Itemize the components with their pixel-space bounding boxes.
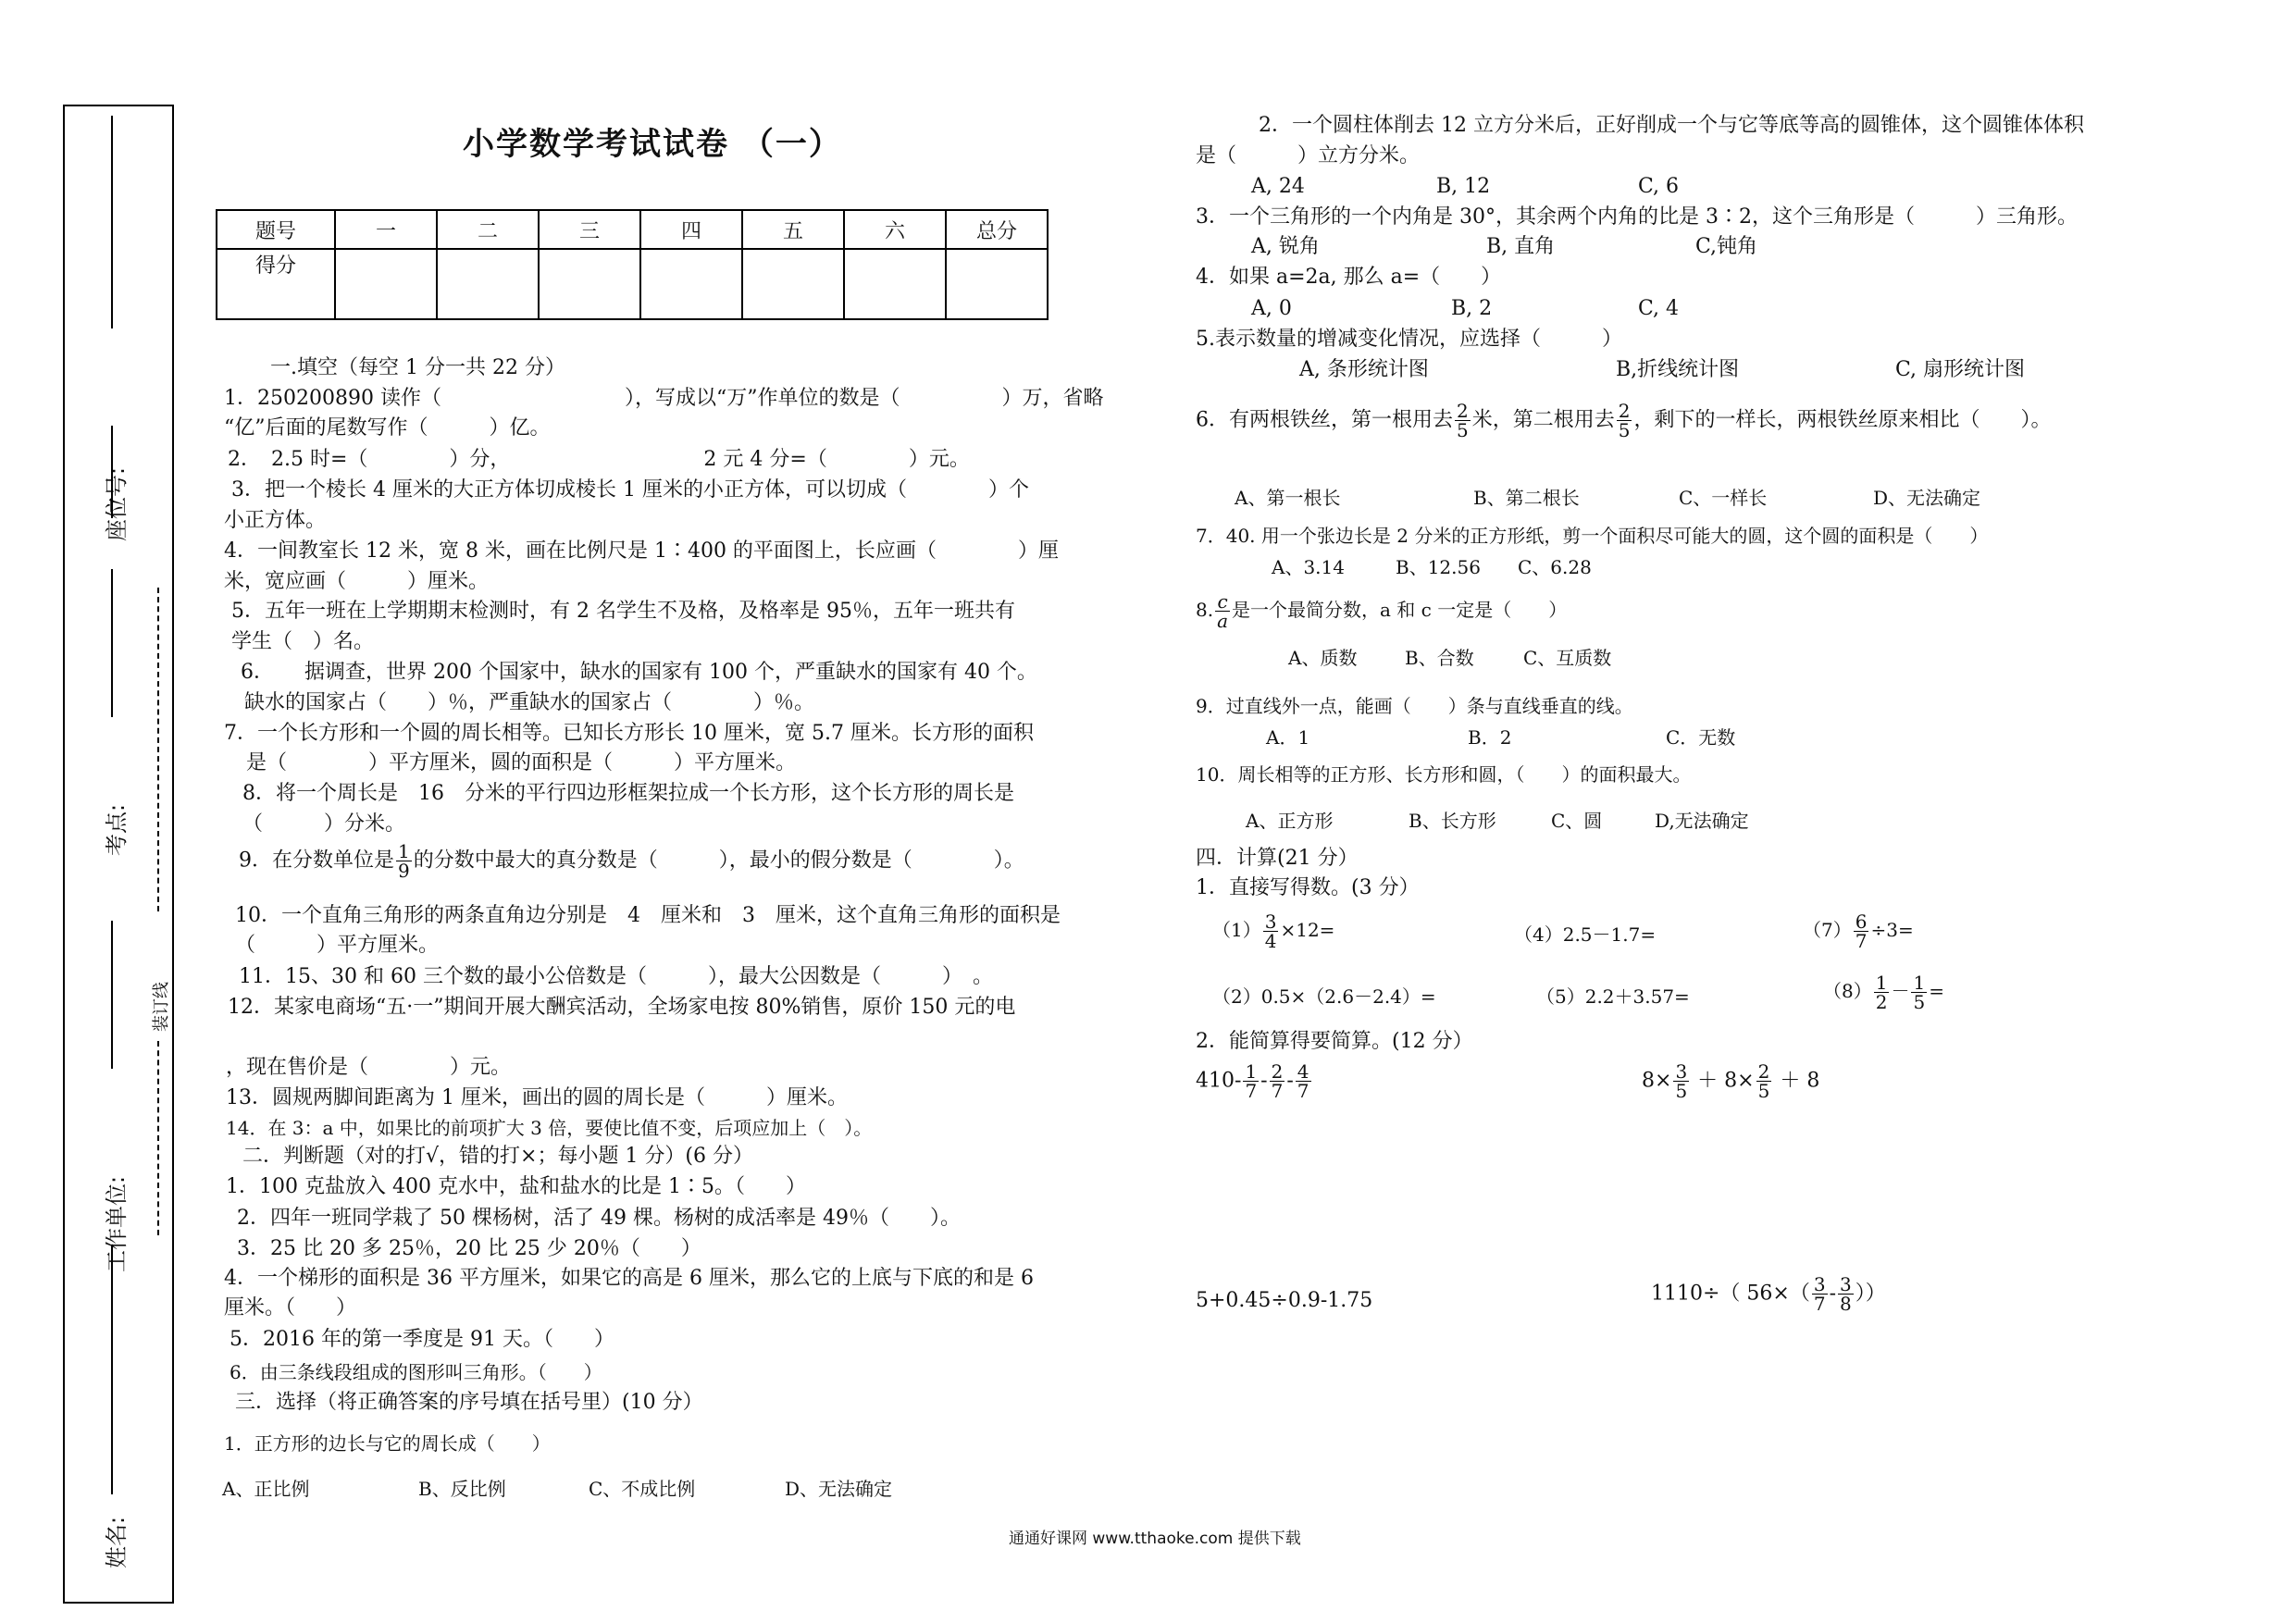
option: D、无法确定 (785, 1478, 893, 1500)
option: B、长方形 (1409, 810, 1496, 832)
question-line: 6． 据调查，世界 200 个国家中，缺水的国家有 100 个，严重缺水的国家有 40 个。 (241, 661, 1037, 684)
fraction-denominator: 7 (1855, 930, 1868, 952)
section3-heading: 三．选择（将正确答案的序号填在括号里）(10 分） (235, 1391, 703, 1414)
question-6 (1196, 402, 2052, 440)
fraction-numerator: 3 (1264, 911, 1277, 933)
option: C、圆 (1551, 810, 1603, 832)
question-line: 3．25 比 20 多 25％，20 比 25 少 20％（ ） (237, 1237, 701, 1260)
score-table-header-row (217, 210, 1048, 249)
seal-label: 装订线 (152, 982, 171, 1032)
score-header-cell: 题号 (217, 210, 335, 249)
option: D、无法确定 (1873, 487, 1981, 509)
calc-4: （4）2.5－1.7= (1514, 923, 1657, 946)
question-line: 厘米。（ ） (224, 1296, 357, 1319)
question-9 (239, 842, 1024, 880)
fraction-numerator: 2 (1457, 400, 1469, 422)
option: B, 直角 (1486, 235, 1556, 258)
seal-dash-top (157, 588, 159, 911)
expr-operator: - (1286, 1069, 1294, 1093)
calc-operator: － (1891, 980, 1910, 1002)
fraction-numerator: 1 (1875, 972, 1888, 994)
fraction-numerator: 6 (1855, 911, 1868, 933)
score-header-cell: 总分 (946, 210, 1048, 249)
calc-fraction (1263, 912, 1279, 950)
question-line: “亿”后面的尾数写作（ ）亿。 (224, 416, 551, 440)
score-cell[interactable] (742, 249, 844, 319)
fraction-numerator: 2 (1271, 1060, 1284, 1083)
expr-text: 410- (1196, 1069, 1242, 1093)
exam-line (111, 569, 113, 717)
expr-text: ＋ 8× (1697, 1069, 1755, 1093)
fraction-denominator: 7 (1245, 1080, 1258, 1102)
question-line: 5．五年一班在上学期期末检测时，有 2 名学生不及格，及格率是 95％，五年一班共有 (231, 600, 1015, 623)
section1-heading: 一.填空（每空 1 分一共 22 分） (270, 356, 565, 379)
question-line: 学生（ ）名。 (231, 630, 375, 653)
q8-text-pre: 8. (1196, 599, 1214, 621)
calc-text: = (1929, 980, 1944, 1002)
question-8 (1196, 592, 1567, 630)
question-line: 是（ ）平方厘米，圆的面积是（ ）平方厘米。 (246, 751, 797, 774)
option: A、质数 (1288, 647, 1358, 669)
option: A、正比例 (222, 1478, 310, 1500)
q6-fraction-1 (1455, 402, 1471, 440)
question-line: 7．一个长方形和一个圆的周长相等。已知长方形长 10 厘米，宽 5.7 厘米。长方形的面积 (224, 722, 1034, 745)
expr-fraction (1270, 1062, 1285, 1100)
option: C、6.28 (1518, 556, 1592, 578)
binding-strip (63, 105, 174, 1604)
section4-sub2: 2．能简算得要简算。(12 分） (1196, 1030, 1473, 1053)
score-cell[interactable] (437, 249, 539, 319)
calc-label: （8） (1823, 980, 1872, 1002)
fraction-numerator: 1 (398, 840, 410, 862)
seal-dash-bottom (157, 1041, 159, 1235)
calc-1 (1212, 912, 1334, 950)
seat-label: 座位号: (104, 466, 130, 541)
expr-fraction (1812, 1275, 1828, 1313)
option: B、合数 (1405, 647, 1474, 669)
name-label: 姓名: (104, 1516, 130, 1568)
question-line: 11．15、30 和 60 三个数的最小公倍数是（ ），最大公因数是（ ） 。 (239, 965, 993, 988)
fraction-denominator: 5 (1913, 991, 1926, 1013)
score-header-cell: 三 (539, 210, 640, 249)
fraction-numerator: 1 (1913, 972, 1926, 994)
fraction-numerator: 3 (1840, 1273, 1852, 1295)
question-line: 10．周长相等的正方形、长方形和圆，（ ）的面积最大。 (1196, 763, 1692, 786)
option: C、一样长 (1679, 487, 1768, 509)
q8-fraction (1215, 592, 1230, 630)
calc-2: （2）0.5×（2.6－2.4）= (1212, 985, 1436, 1008)
q9-fraction (396, 842, 412, 880)
fraction-denominator: 5 (1457, 419, 1469, 441)
question-line: 9．过直线外一点，能画（ ）条与直线垂直的线。 (1196, 695, 1633, 717)
option: B、第二根长 (1473, 487, 1580, 509)
option: A, 条形统计图 (1299, 358, 1429, 381)
fraction-denominator: 9 (398, 860, 410, 882)
question-line: 4．如果 a=2a, 那么 a=（ ） (1196, 266, 1502, 289)
fraction-denominator: 4 (1264, 930, 1277, 952)
score-header-cell: 一 (335, 210, 437, 249)
fraction-numerator: 2 (1618, 400, 1631, 422)
question-line: 小正方体。 (224, 509, 327, 532)
question-line: 3．把一个棱长 4 厘米的大正方体切成棱长 1 厘米的小正方体，可以切成（ ）个 (231, 478, 1029, 502)
expression-2 (1642, 1062, 1819, 1100)
question-line: （ ）平方厘米。 (235, 934, 440, 957)
fraction-numerator: 4 (1297, 1060, 1309, 1083)
expr-fraction (1243, 1062, 1259, 1100)
fraction-numerator: 2 (1757, 1060, 1770, 1083)
score-row-label: 得分 (217, 249, 335, 319)
calc-label: （1） (1212, 919, 1261, 941)
option: A．1 (1266, 726, 1310, 749)
question-line: （ ）分米。 (242, 812, 406, 836)
option: C．无数 (1666, 726, 1736, 749)
fraction-denominator: 7 (1813, 1293, 1826, 1315)
section4-sub1: 1．直接写得数。(3 分） (1196, 876, 1420, 899)
unit-line (111, 921, 113, 1069)
expr-fraction (1756, 1062, 1772, 1100)
question-line: 13．圆规两脚间距离为 1 厘米，画出的圆的周长是（ ）厘米。 (226, 1086, 848, 1109)
score-table-row (217, 249, 1048, 319)
score-header-cell: 六 (844, 210, 946, 249)
question-line: 2．一个圆柱体削去 12 立方分米后，正好削成一个与它等底等高的圆锥体，这个圆锥体体积 (1259, 114, 2084, 137)
fraction-numerator: 1 (1245, 1060, 1258, 1083)
score-cell[interactable] (335, 249, 437, 319)
question-line: 缺水的国家占（ ）％，严重缺水的国家占（ ）％。 (244, 691, 815, 714)
option: A, 0 (1251, 297, 1292, 320)
score-cell[interactable] (539, 249, 640, 319)
question-line: 3．一个三角形的一个内角是 30°，其余两个内角的比是 3∶2，这个三角形是（ ）三角形。 (1196, 205, 2078, 229)
q9-text-post: 的分数中最大的真分数是（ ），最小的假分数是（ ）。 (413, 849, 1024, 873)
question-line: 2．四年一班同学栽了 50 棵杨树，活了 49 棵。杨树的成活率是 49％（ ）。 (237, 1207, 961, 1230)
expr-fraction (1296, 1062, 1311, 1100)
q6-text-pre: 6．有两根铁丝，第一根用去 (1196, 408, 1453, 432)
expr-text: 8× (1642, 1069, 1672, 1093)
q6-fraction-2 (1617, 402, 1632, 440)
calc-fraction (1874, 973, 1890, 1011)
fraction-numerator: 3 (1813, 1273, 1826, 1295)
option: A、第一根长 (1235, 487, 1341, 509)
calc-label: （7） (1803, 919, 1852, 941)
score-header-cell: 二 (437, 210, 539, 249)
calc-fraction (1854, 912, 1869, 950)
seat-line-2 (111, 426, 113, 518)
option: B．2 (1468, 726, 1512, 749)
question-line: 10．一个直角三角形的两条直角边分别是 4 厘米和 3 厘米，这个直角三角形的面积是 (235, 904, 1061, 927)
unit-label: 工作单位: (104, 1175, 130, 1272)
question-line: 1．250200890 读作（ ），写成以“万”作单位的数是（ ）万，省略 (224, 387, 1104, 410)
option: A、3.14 (1272, 556, 1345, 578)
option: B、12.56 (1396, 556, 1481, 578)
q6-text-mid: 米，第二根用去 (1471, 408, 1615, 432)
expression-4 (1651, 1275, 1886, 1313)
option: B、反比例 (418, 1478, 506, 1500)
fraction-numerator: c (1215, 592, 1230, 612)
score-cell[interactable] (640, 249, 742, 319)
score-table (216, 209, 1049, 320)
question-line: 6．由三条线段组成的图形叫三角形。（ ） (230, 1361, 602, 1383)
calc-fraction (1911, 973, 1927, 1011)
calc-text: ×12= (1280, 919, 1335, 941)
fraction-denominator: 5 (1757, 1080, 1770, 1102)
option: C, 4 (1638, 297, 1680, 320)
expr-text: ＋ 8 (1780, 1069, 1820, 1093)
page-title: 小学数学考试试卷 （一） (463, 126, 842, 163)
q9-text-pre: 9．在分数单位是 (239, 849, 394, 873)
question-line: ，现在售价是（ ）元。 (226, 1056, 512, 1079)
score-cell[interactable] (946, 249, 1048, 319)
footer-credit: 通通好课网 www.tthaoke.com 提供下载 (1009, 1530, 1301, 1548)
option: C、不成比例 (589, 1478, 696, 1500)
option: B, 2 (1451, 297, 1493, 320)
question-line: 4．一间教室长 12 米，宽 8 米，画在比例尺是 1∶400 的平面图上，长应画（ ）厘 (224, 539, 1059, 563)
option: C,钝角 (1695, 235, 1758, 258)
calc-7 (1803, 912, 1914, 950)
score-cell[interactable] (844, 249, 946, 319)
calc-text: ÷3= (1870, 919, 1914, 941)
option: A, 24 (1251, 175, 1305, 198)
expr-text: 1110÷（ 56×（ (1651, 1282, 1810, 1306)
question-line: 5．2016 年的第一季度是 91 天。（ ） (230, 1328, 614, 1351)
fraction-denominator: 7 (1297, 1080, 1309, 1102)
option: C, 6 (1638, 175, 1680, 198)
option: A、正方形 (1246, 810, 1334, 832)
question-line: 8．将一个周长是 16 分米的平行四边形框架拉成一个长方形，这个长方形的周长是 (242, 782, 1014, 805)
expr-operator: - (1829, 1282, 1837, 1306)
fraction-numerator: 3 (1675, 1060, 1688, 1083)
question-line: 4．一个梯形的面积是 36 平方厘米，如果它的高是 6 厘米，那么它的上底与下底的和是 6 (224, 1267, 1034, 1290)
question-line: 1．100 克盐放入 400 克水中，盐和盐水的比是 1∶5。（ ） (226, 1175, 806, 1198)
expr-fraction (1838, 1275, 1854, 1313)
expr-text: ）） (1855, 1282, 1886, 1306)
question-line: 是（ ）立方分米。 (1196, 144, 1421, 167)
question-line: 米，宽应画（ ）厘米。 (224, 570, 490, 593)
expression-1 (1196, 1062, 1313, 1100)
score-header-cell: 五 (742, 210, 844, 249)
q6-text-post: ，剩下的一样长，两根铁丝原来相比（ ）。 (1633, 408, 2052, 432)
expr-fraction (1673, 1062, 1689, 1100)
seat-line (111, 116, 113, 328)
question-line: 7．40. 用一个张边长是 2 分米的正方形纸，剪一个面积尽可能大的圆，这个圆的面积是（ ） (1196, 525, 1989, 547)
question-line: 14．在 3：a 中，如果比的前项扩大 3 倍，要使比值不变，后项应加上（ ）。 (226, 1117, 873, 1139)
section2-heading: 二．判断题（对的打√，错的打×；每小题 1 分）(6 分） (242, 1145, 754, 1168)
question-line: 1．正方形的边长与它的周长成（ ） (224, 1432, 551, 1455)
option: B, 12 (1436, 175, 1491, 198)
option: A, 锐角 (1251, 235, 1320, 258)
question-line: 5.表示数量的增减变化情况，应选择（ ） (1196, 328, 1622, 351)
fraction-denominator: 2 (1875, 991, 1888, 1013)
fraction-denominator: 5 (1675, 1080, 1688, 1102)
option: D,无法确定 (1655, 810, 1749, 832)
option: C, 扇形统计图 (1895, 358, 2026, 381)
fraction-denominator: 5 (1618, 419, 1631, 441)
section4-heading: 四．计算(21 分） (1196, 847, 1359, 870)
expr-operator: - (1260, 1069, 1268, 1093)
q8-text-post: 是一个最简分数，a 和 c 一定是（ ） (1232, 599, 1568, 621)
score-header-cell: 四 (640, 210, 742, 249)
fraction-denominator: 8 (1840, 1293, 1852, 1315)
exam-label: 考点: (104, 803, 130, 856)
expression-3: 5+0.45÷0.9-1.75 (1196, 1289, 1373, 1312)
fraction-denominator: a (1217, 610, 1229, 632)
question-line: 2． 2.5 时=（ ）分， 2 元 4 分=（ ）元。 (228, 448, 970, 471)
fraction-denominator: 7 (1271, 1080, 1284, 1102)
calc-5: （5）2.2＋3.57= (1536, 985, 1690, 1008)
name-line (111, 1245, 113, 1494)
calc-8 (1823, 973, 1944, 1011)
option: B,折线统计图 (1616, 358, 1740, 381)
question-line: 12．某家电商场“五·一”期间开展大酬宾活动，全场家电按 80%销售，原价 150 元的电 (228, 996, 1016, 1019)
option: C、互质数 (1523, 647, 1612, 669)
